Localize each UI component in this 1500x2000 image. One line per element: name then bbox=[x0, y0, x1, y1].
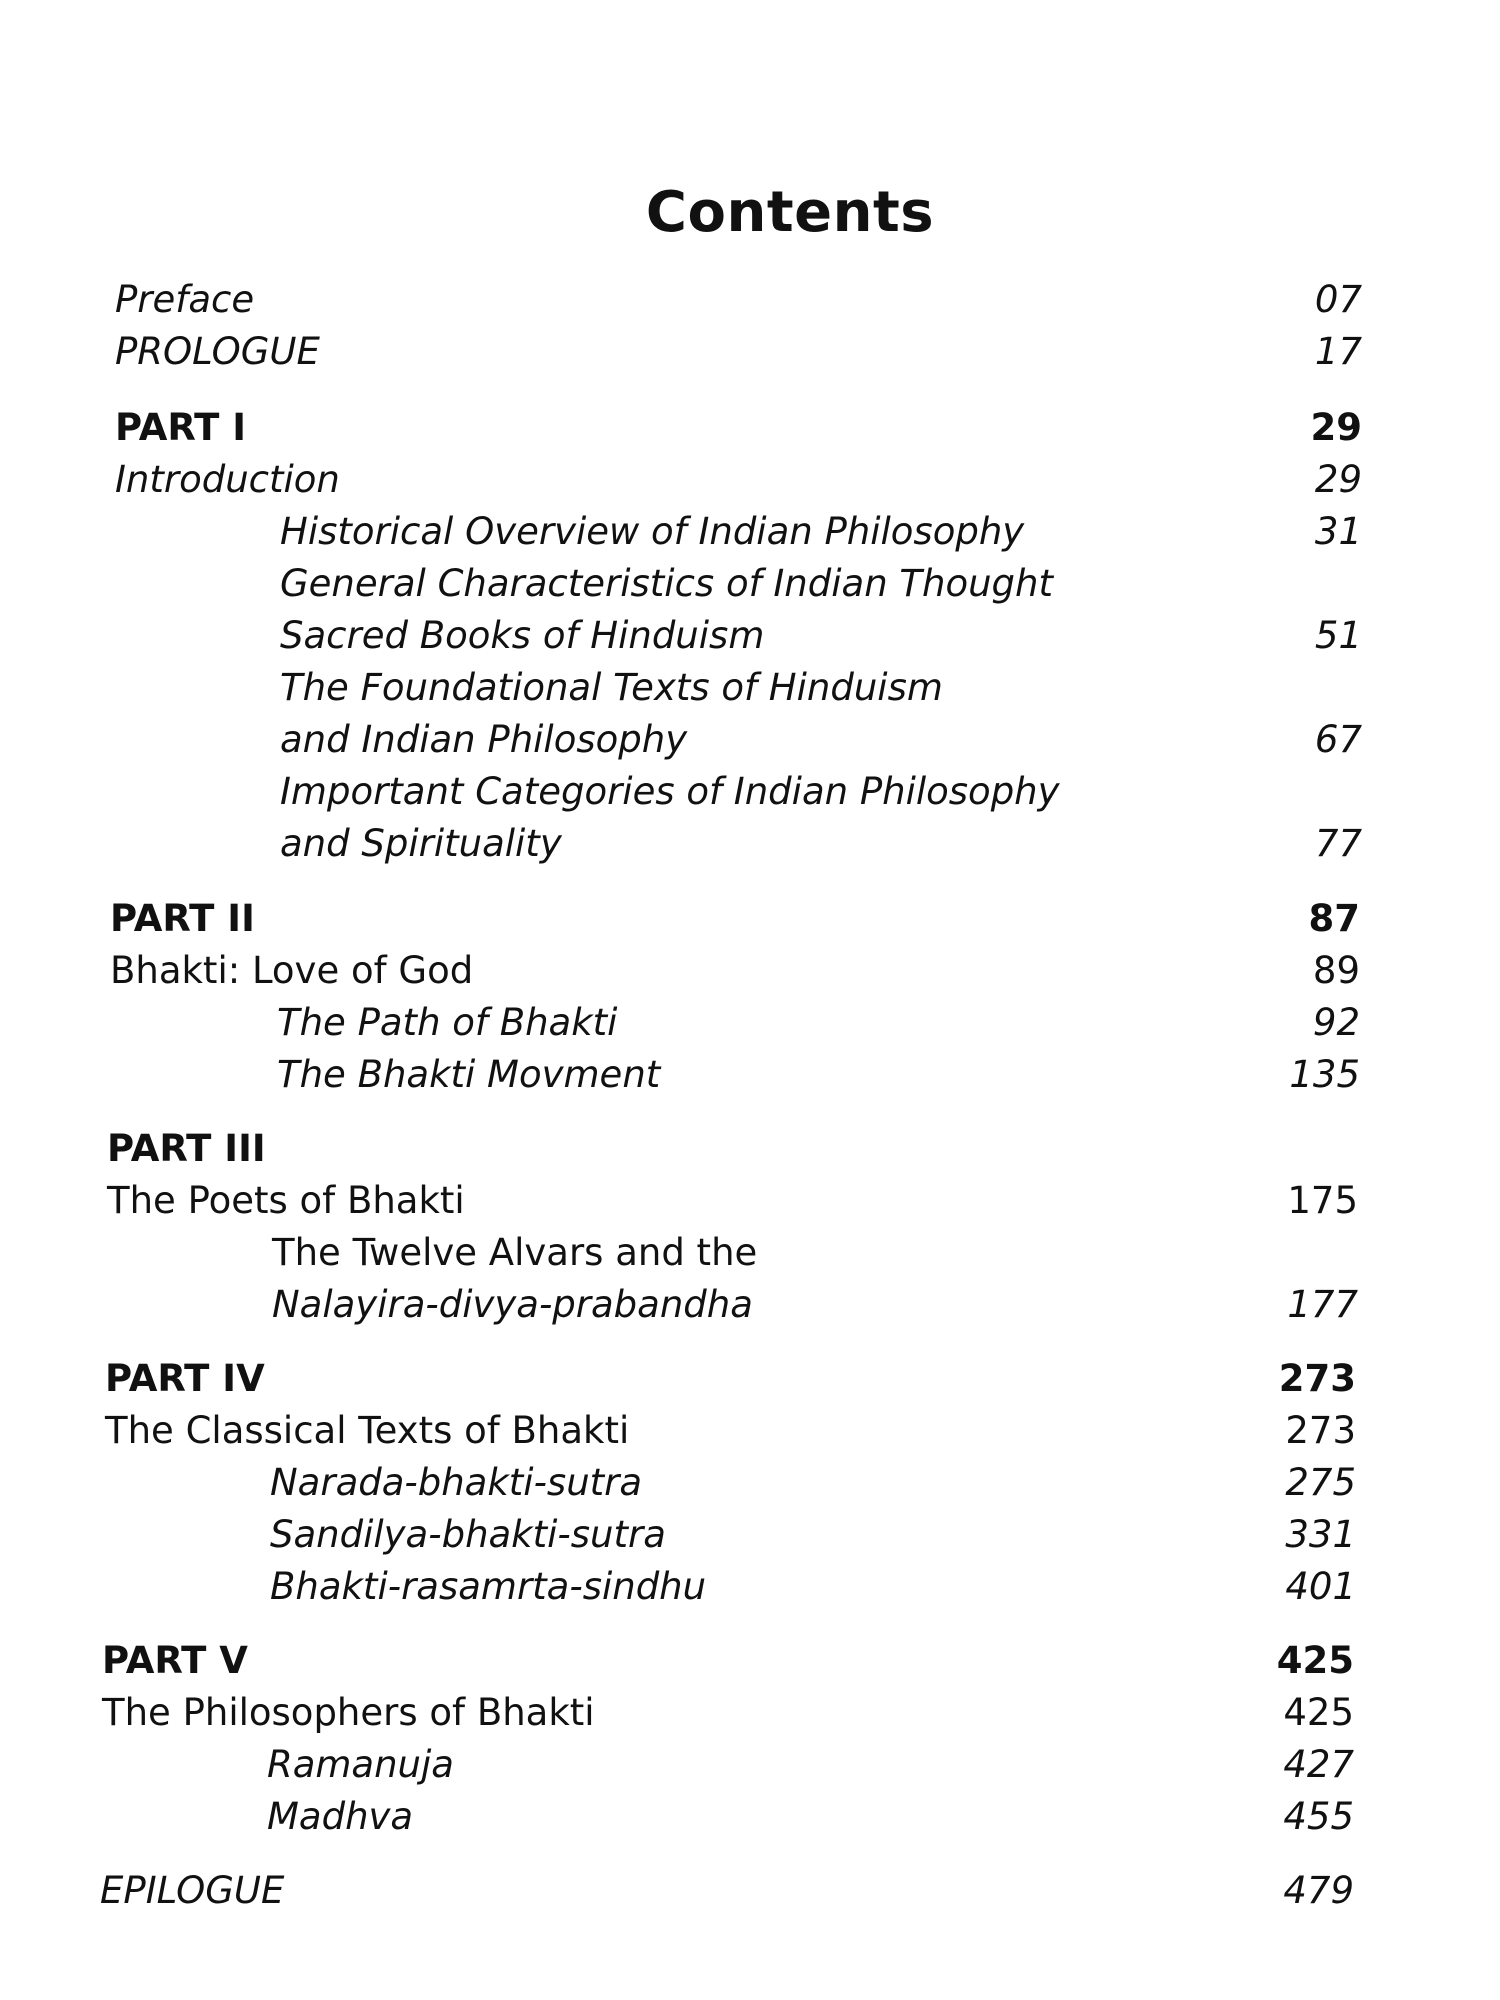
toc-entry-label: Preface bbox=[115, 278, 255, 321]
toc-entry-page: 273 bbox=[1285, 1409, 1356, 1452]
toc-entry-label: PART II bbox=[110, 897, 255, 940]
toc-entry-label: PART V bbox=[102, 1639, 248, 1682]
toc-entry-label: PROLOGUE bbox=[115, 330, 320, 373]
toc-entry-page: 331 bbox=[1285, 1513, 1356, 1556]
toc-entry-label: General Characteristics of Indian Thought bbox=[280, 562, 1053, 605]
toc-entry-label: The Philosophers of Bhakti bbox=[102, 1691, 595, 1734]
toc-entry-page: 92 bbox=[1312, 1001, 1360, 1044]
toc-entry-label: PART IV bbox=[105, 1357, 265, 1400]
toc-entry-label: EPILOGUE bbox=[100, 1869, 285, 1912]
toc-entry-page: 67 bbox=[1314, 718, 1362, 761]
toc-entry-label: The Path of Bhakti bbox=[277, 1001, 618, 1044]
toc-entry-label: The Classical Texts of Bhakti bbox=[105, 1409, 630, 1452]
toc-entry-label: Bhakti: Love of God bbox=[110, 949, 474, 992]
toc-entry-page: 273 bbox=[1278, 1357, 1356, 1400]
toc-entry-page: 135 bbox=[1289, 1053, 1360, 1096]
toc-entry-label: and Indian Philosophy bbox=[280, 718, 688, 761]
toc-entry-label: Bhakti-rasamrta-sindhu bbox=[270, 1565, 707, 1608]
toc-entry-page: 401 bbox=[1285, 1565, 1356, 1608]
toc-entry-label: Madhva bbox=[267, 1795, 414, 1838]
toc-entry-label: and Spirituality bbox=[280, 822, 562, 865]
toc-entry-label: Sandilya-bhakti-sutra bbox=[270, 1513, 666, 1556]
toc-entry-page: 427 bbox=[1283, 1743, 1354, 1786]
toc-entry-page: 455 bbox=[1283, 1795, 1354, 1838]
toc-entry-label: Introduction bbox=[115, 458, 340, 501]
toc-entry-label: Sacred Books of Hinduism bbox=[280, 614, 765, 657]
page-title: Contents bbox=[645, 180, 935, 245]
toc-entry-label: The Twelve Alvars and the bbox=[272, 1231, 758, 1274]
toc-entry-page: 77 bbox=[1314, 822, 1362, 865]
toc-entry-label: PART I bbox=[115, 406, 247, 449]
toc-entry-page: 07 bbox=[1314, 278, 1362, 321]
toc-entry-label: Ramanuja bbox=[267, 1743, 454, 1786]
toc-entry-page: 425 bbox=[1283, 1691, 1354, 1734]
toc-entry-label: PART III bbox=[107, 1127, 266, 1170]
toc-entry-page: 425 bbox=[1276, 1639, 1354, 1682]
toc-entry-label: The Poets of Bhakti bbox=[107, 1179, 465, 1222]
toc-entry-label: Important Categories of Indian Philosophy bbox=[280, 770, 1060, 813]
toc-entry-page: 87 bbox=[1308, 897, 1360, 940]
toc-entry-page: 479 bbox=[1283, 1869, 1354, 1912]
toc-entry-page: 17 bbox=[1314, 330, 1362, 373]
toc-entry-label: Narada-bhakti-sutra bbox=[270, 1461, 643, 1504]
toc-entry-page: 29 bbox=[1310, 406, 1362, 449]
toc-entry-page: 89 bbox=[1312, 949, 1360, 992]
toc-entry-label: The Bhakti Movment bbox=[277, 1053, 661, 1096]
toc-entry-page: 31 bbox=[1314, 510, 1362, 553]
toc-entry-label: The Foundational Texts of Hinduism bbox=[280, 666, 943, 709]
toc-entry-label: Historical Overview of Indian Philosophy bbox=[280, 510, 1025, 553]
toc-entry-page: 51 bbox=[1314, 614, 1362, 657]
toc-entry-page: 29 bbox=[1314, 458, 1362, 501]
toc-entry-page: 177 bbox=[1287, 1283, 1358, 1326]
toc-entry-page: 275 bbox=[1285, 1461, 1356, 1504]
toc-entry-page: 175 bbox=[1287, 1179, 1358, 1222]
toc-entry-label: Nalayira-divya-prabandha bbox=[272, 1283, 753, 1326]
